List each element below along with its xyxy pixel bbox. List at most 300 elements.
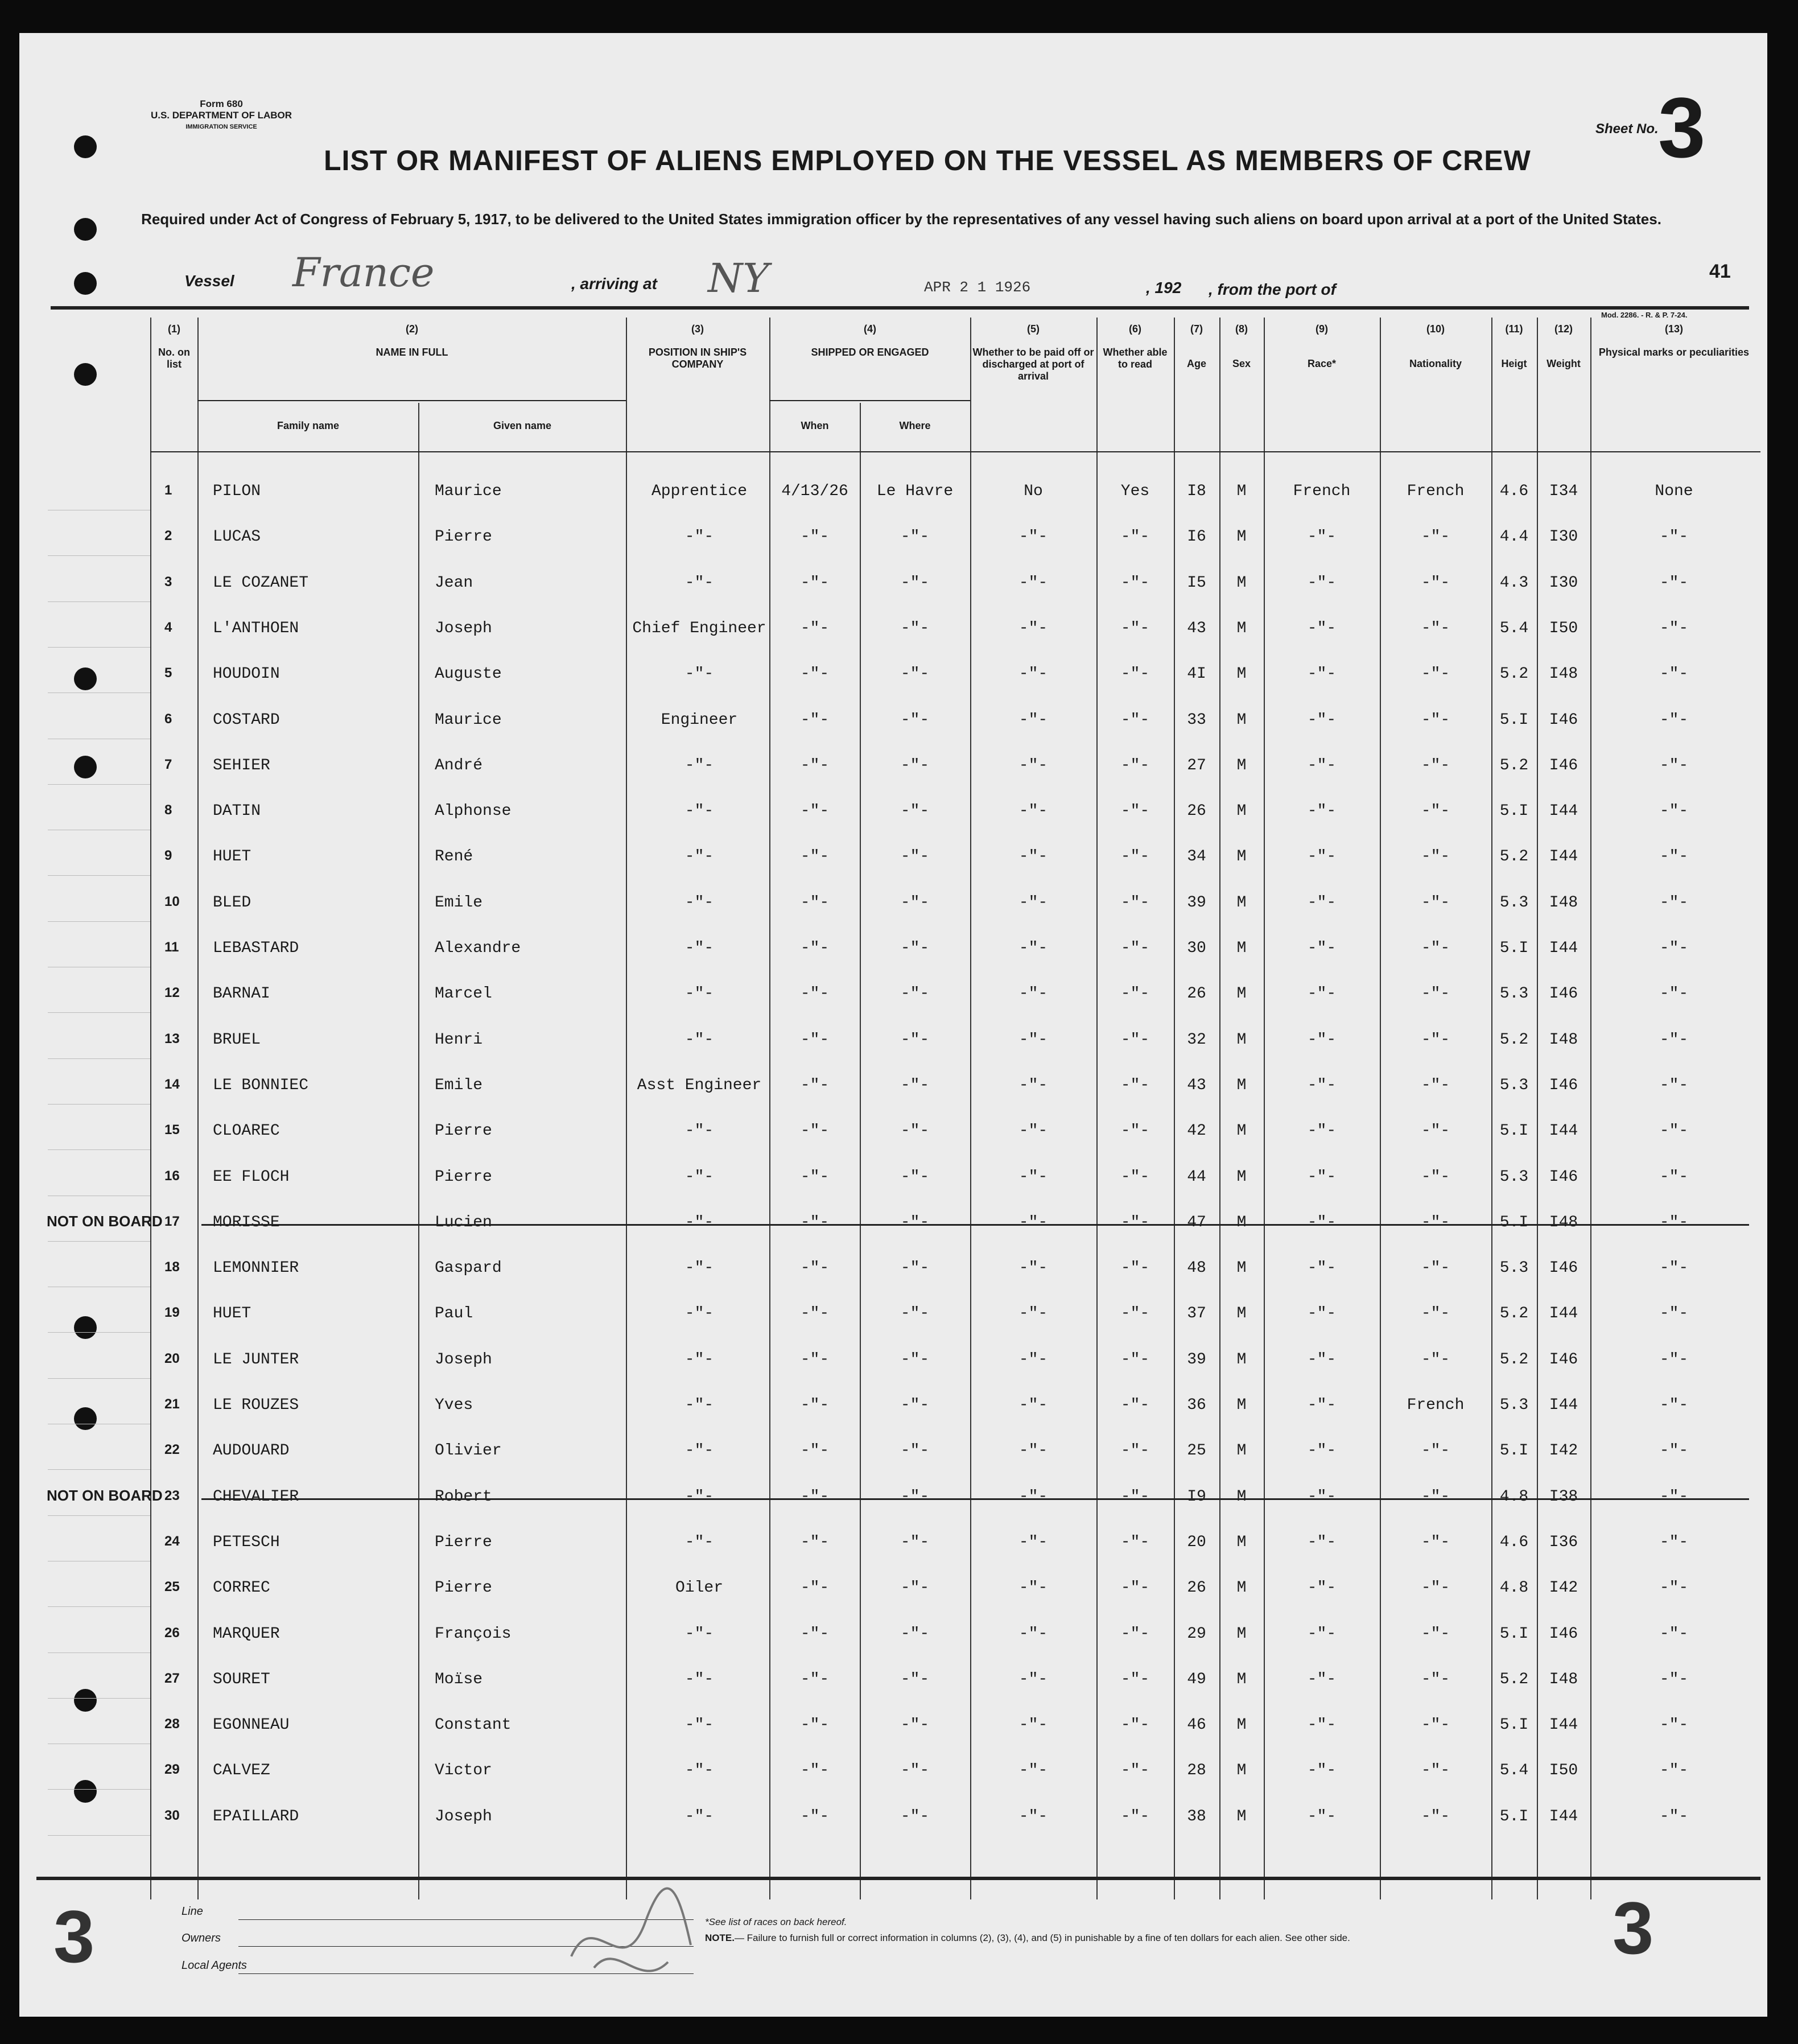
form-number: Form 680 [200,98,243,109]
nationality: -"- [1421,1259,1450,1278]
age: 37 [1187,1305,1206,1323]
physical-marks: -"- [1659,1579,1689,1597]
sex: M [1236,1625,1247,1643]
able-to-read: -"- [1120,1716,1150,1734]
physical-marks: -"- [1659,848,1689,866]
sex: M [1236,1305,1247,1323]
physical-marks: -"- [1659,1670,1689,1688]
sex: M [1236,985,1247,1003]
position: -"- [684,1305,714,1323]
given-name: Victor [435,1762,492,1780]
physical-marks: -"- [1659,1076,1689,1094]
age: 36 [1187,1396,1206,1414]
position: -"- [684,802,714,821]
paid-off: -"- [1018,1259,1048,1278]
sex: M [1236,939,1247,957]
shipped-when: -"- [800,1168,830,1186]
physical-marks: -"- [1659,619,1689,637]
binder-hole [74,135,97,158]
able-to-read: -"- [1120,1579,1150,1597]
physical-marks: -"- [1659,1396,1689,1414]
sex: M [1236,574,1247,592]
able-to-read: -"- [1120,574,1150,592]
paid-off: -"- [1018,939,1048,957]
binder-hole [74,1689,97,1712]
family-name: BLED [213,893,251,912]
physical-marks: -"- [1659,1213,1689,1231]
physical-marks: -"- [1659,893,1689,912]
sex: M [1236,1031,1247,1049]
sex: M [1236,1807,1247,1825]
family-name: HUET [213,848,251,866]
age: 39 [1187,893,1206,912]
shipped-when: -"- [800,1031,830,1049]
family-name: SEHIER [213,756,270,774]
shipped-where: -"- [900,1396,930,1414]
race: -"- [1307,1762,1337,1780]
column-rule [1590,318,1591,1899]
given-name: Paul [435,1305,473,1323]
weight: I46 [1549,985,1578,1003]
sex: M [1236,1716,1247,1734]
row-number: 17 [164,1213,180,1229]
race: -"- [1307,1168,1337,1186]
given-name: Emile [435,893,483,912]
column-rule [1219,318,1220,1899]
nationality: -"- [1421,528,1450,546]
age: 27 [1187,756,1206,774]
row-rule [48,1149,150,1150]
from-port-label: , from the port of [1209,281,1336,298]
position: Oiler [675,1579,723,1597]
able-to-read: -"- [1120,848,1150,866]
height: 5.3 [1499,1076,1529,1094]
col5-header: (5) Whether to be paid off or discharged at port of arrival [972,323,1094,382]
shipped-where: -"- [900,1533,930,1551]
height: 5.I [1499,1122,1529,1140]
paid-off: -"- [1018,1670,1048,1688]
nationality: -"- [1421,1122,1450,1140]
weight: I50 [1549,1762,1578,1780]
given-name: Olivier [435,1442,502,1460]
col2-header: (2) NAME IN FULL [376,323,448,358]
paid-off: -"- [1018,1122,1048,1140]
family-name: DATIN [213,802,261,821]
age: 26 [1187,1579,1206,1597]
physical-marks: -"- [1659,574,1689,592]
height: 4.8 [1499,1487,1529,1506]
given-name: Pierre [435,1533,492,1551]
row-rule [48,1789,150,1790]
page-subtitle: Required under Act of Congress of February 5, 1917, to be delivered to the United States immigration officer by the representatives of any vessel having such aliens on board upon arrival at a port of the United States. [141,211,1661,228]
weight: I48 [1549,1213,1578,1231]
sex: M [1236,711,1247,729]
shipped-where: -"- [900,802,930,821]
height: 5.3 [1499,985,1529,1003]
paid-off: -"- [1018,574,1048,592]
shipped-where: -"- [900,1487,930,1506]
family-name: CHEVALIER [213,1487,299,1506]
given-name: Joseph [435,1350,492,1369]
sex: M [1236,619,1247,637]
shipped-when: -"- [800,802,830,821]
paid-off: -"- [1018,985,1048,1003]
paid-off: -"- [1018,1213,1048,1231]
paid-off: -"- [1018,893,1048,912]
row-number: 6 [164,711,172,727]
height: 5.I [1499,1807,1529,1825]
weight: I46 [1549,1168,1578,1186]
row-rule [48,1515,150,1516]
paid-off: -"- [1018,1533,1048,1551]
able-to-read: -"- [1120,939,1150,957]
nationality: -"- [1421,848,1450,866]
shipped-where: -"- [900,756,930,774]
row-number: 13 [164,1031,180,1046]
age: I5 [1187,574,1206,592]
physical-marks: -"- [1659,1442,1689,1460]
shipped-when: -"- [800,528,830,546]
height: 5.I [1499,711,1529,729]
family-name: LUCAS [213,528,261,546]
shipped-when: -"- [800,893,830,912]
race: -"- [1307,893,1337,912]
age: 46 [1187,1716,1206,1734]
race: -"- [1307,1716,1337,1734]
position: -"- [684,1350,714,1369]
shipped-where: -"- [900,574,930,592]
shipped-when: -"- [800,985,830,1003]
height: 5.4 [1499,619,1529,637]
weight: I44 [1549,1122,1578,1140]
given-name: Henri [435,1031,483,1049]
shipped-when: -"- [800,1625,830,1643]
col12-header: (12) Weight [1547,323,1581,369]
given-name: René [435,848,473,866]
able-to-read: -"- [1120,1031,1150,1049]
row-rule [48,1241,150,1242]
age: 34 [1187,848,1206,866]
race: -"- [1307,1670,1337,1688]
position: -"- [684,665,714,683]
sex: M [1236,1579,1247,1597]
paid-off: -"- [1018,1716,1048,1734]
position: -"- [684,939,714,957]
position: -"- [684,1122,714,1140]
weight: I46 [1549,1350,1578,1369]
weight: I44 [1549,848,1578,866]
binder-hole [74,1316,97,1339]
shipped-when: -"- [800,665,830,683]
mod-note: Mod. 2286. - R. & P. 7-24. [1601,311,1688,319]
nationality: -"- [1421,1579,1450,1597]
shipped-when: -"- [800,1487,830,1506]
arriving-label: , arriving at [571,275,657,292]
paid-off: -"- [1018,1168,1048,1186]
nationality: -"- [1421,1670,1450,1688]
able-to-read: -"- [1120,985,1150,1003]
paid-off: -"- [1018,528,1048,546]
nationality: -"- [1421,1350,1450,1369]
shipped-where: -"- [900,893,930,912]
sex: M [1236,1076,1247,1094]
row-number: 2 [164,528,172,544]
given-name: Gaspard [435,1259,502,1278]
race: -"- [1307,1442,1337,1460]
able-to-read: -"- [1120,1168,1150,1186]
weight: I48 [1549,1031,1578,1049]
row-number: 19 [164,1305,180,1321]
footer-agents-label: Local Agents [182,1959,247,1972]
race: -"- [1307,1259,1337,1278]
age: 48 [1187,1259,1206,1278]
paid-off: -"- [1018,619,1048,637]
footer-owners-label: Owners [182,1932,221,1944]
height: 5.2 [1499,665,1529,683]
shipped-when: -"- [800,574,830,592]
race: -"- [1307,756,1337,774]
date-stamp: APR 2 1 1926 [924,279,1031,296]
paid-off: -"- [1018,802,1048,821]
col11-header: (11) Heigt [1501,323,1527,369]
row-rule [48,1332,150,1333]
nationality: -"- [1421,619,1450,637]
paid-off: -"- [1018,1396,1048,1414]
race: -"- [1307,619,1337,637]
shipped-where: -"- [900,1670,930,1688]
row-number: 28 [164,1716,180,1732]
year-label: , 192 [1146,279,1182,296]
nationality: -"- [1421,1213,1450,1231]
age: 33 [1187,711,1206,729]
able-to-read: -"- [1120,1350,1150,1369]
row-rule [48,1378,150,1379]
family-name: CALVEZ [213,1762,270,1780]
shipped-where: -"- [900,1213,930,1231]
sex: M [1236,1487,1247,1506]
vessel-name: France [292,249,435,296]
shipped-where: -"- [900,665,930,683]
shipped-when: -"- [800,1259,830,1278]
race: -"- [1307,1487,1337,1506]
row-number: 4 [164,619,172,635]
weight: I50 [1549,619,1578,637]
shipped-where: -"- [900,1579,930,1597]
binder-hole [74,1407,97,1430]
row-rule [48,555,150,556]
column-rule [970,318,971,1899]
header-bottom-rule [150,451,1760,452]
row-number: 30 [164,1807,180,1823]
arriving-port: NY [708,255,769,302]
race: -"- [1307,985,1337,1003]
physical-marks: -"- [1659,939,1689,957]
shipped-when: -"- [800,1213,830,1231]
race: -"- [1307,1076,1337,1094]
row-rule [48,601,150,602]
position: -"- [684,893,714,912]
paid-off: -"- [1018,756,1048,774]
position: -"- [684,848,714,866]
given-name: Maurice [435,483,502,500]
col10-header: (10) Nationality [1409,323,1462,369]
family-name: LE ROUZES [213,1396,299,1414]
sex: M [1236,756,1247,774]
age: 32 [1187,1031,1206,1049]
family-name: LEBASTARD [213,939,299,957]
row-number: 9 [164,848,172,864]
weight: I48 [1549,1670,1578,1688]
height: 5.2 [1499,756,1529,774]
shipped-when: -"- [800,848,830,866]
sheet-number-right: 3 [1613,1886,1654,1969]
height: 5.3 [1499,893,1529,912]
position: -"- [684,1625,714,1643]
row-rule [48,1606,150,1607]
physical-marks: -"- [1659,985,1689,1003]
height: 5.I [1499,1442,1529,1460]
shipped-when: -"- [800,1396,830,1414]
age: 38 [1187,1807,1206,1825]
age: 39 [1187,1350,1206,1369]
shipped-when: -"- [800,1350,830,1369]
position: Asst Engineer [637,1076,762,1094]
shipped-where: -"- [900,1762,930,1780]
able-to-read: -"- [1120,528,1150,546]
weight: I36 [1549,1533,1578,1551]
race: -"- [1307,802,1337,821]
nationality: -"- [1421,985,1450,1003]
binder-hole [74,218,97,241]
age: 44 [1187,1168,1206,1186]
able-to-read: -"- [1120,665,1150,683]
footer-note: NOTE.— Failure to furnish full or correct information in columns (2), (3), (4), and (5) in punishable by a fine of ten dollars for each alien. See other side. [705,1932,1350,1943]
height: 5.I [1499,802,1529,821]
race: -"- [1307,1625,1337,1643]
family-name: HUET [213,1305,251,1323]
position: -"- [684,1031,714,1049]
shipped-where: -"- [900,1076,930,1094]
family-name: LE COZANET [213,574,309,592]
position: -"- [684,1716,714,1734]
height: 5.I [1499,1213,1529,1231]
able-to-read: -"- [1120,1305,1150,1323]
family-name: HOUDOIN [213,665,280,683]
height: 5.I [1499,939,1529,957]
sex: M [1236,1122,1247,1140]
physical-marks: -"- [1659,1122,1689,1140]
height: 5.2 [1499,1670,1529,1688]
given-name: Pierre [435,1579,492,1597]
family-name: MARQUER [213,1625,280,1643]
able-to-read: -"- [1120,1487,1150,1506]
race: -"- [1307,1533,1337,1551]
physical-marks: -"- [1659,1716,1689,1734]
races-note: *See list of races on back hereof. [705,1917,847,1927]
sex: M [1236,1533,1247,1551]
given-name: Pierre [435,528,492,546]
header-subrule [197,400,626,401]
shipped-when: -"- [800,1762,830,1780]
height: 5.3 [1499,1259,1529,1278]
family-name: SOURET [213,1670,270,1688]
race: -"- [1307,1031,1337,1049]
position: -"- [684,756,714,774]
weight: I46 [1549,711,1578,729]
able-to-read: -"- [1120,1122,1150,1140]
age: 28 [1187,1762,1206,1780]
paid-off: -"- [1018,1442,1048,1460]
given-name: François [435,1625,512,1643]
column-rule [418,403,419,1899]
age: 4I [1187,665,1206,683]
row-rule [48,1698,150,1699]
not-on-board-note: NOT ON BOARD [47,1486,163,1504]
paid-off: -"- [1018,1579,1048,1597]
weight: I48 [1549,893,1578,912]
paid-off: No [1024,483,1043,500]
position: Apprentice [651,483,748,500]
able-to-read: -"- [1120,1533,1150,1551]
nationality: -"- [1421,1625,1450,1643]
shipped-when: -"- [800,1670,830,1688]
given-name: Jean [435,574,473,592]
shipped-where: -"- [900,1442,930,1460]
shipped-when: -"- [800,1579,830,1597]
col1-header: (1) No. on list [158,323,190,370]
position: -"- [684,1168,714,1186]
shipped-where: -"- [900,985,930,1003]
row-number: 10 [164,893,180,909]
height: 5.2 [1499,1305,1529,1323]
row-number: 26 [164,1625,180,1641]
race: -"- [1307,528,1337,546]
binder-hole [74,1780,97,1803]
column-rule [1096,318,1098,1899]
able-to-read: -"- [1120,1670,1150,1688]
height: 4.6 [1499,1533,1529,1551]
weight: I46 [1549,1076,1578,1094]
nationality: -"- [1421,893,1450,912]
physical-marks: -"- [1659,1762,1689,1780]
height: 5.2 [1499,848,1529,866]
able-to-read: -"- [1120,1625,1150,1643]
position: -"- [684,1807,714,1825]
able-to-read: -"- [1120,711,1150,729]
row-rule [48,1835,150,1836]
page-title: LIST OR MANIFEST OF ALIENS EMPLOYED ON THE VESSEL AS MEMBERS OF CREW [324,145,1531,176]
age: I6 [1187,528,1206,546]
family-name: EE FLOCH [213,1168,290,1186]
row-number: 22 [164,1442,180,1458]
table-bottom-rule [36,1877,1760,1880]
column-rule [626,318,627,1899]
nationality: -"- [1421,1168,1450,1186]
form-header [127,98,315,133]
sex: M [1236,1396,1247,1414]
not-on-board-note: NOT ON BOARD [47,1212,163,1230]
shipped-where: -"- [900,1350,930,1369]
age: 43 [1187,1076,1206,1094]
nationality: -"- [1421,1807,1450,1825]
shipped-when: -"- [800,1716,830,1734]
col2-given-header: Given name [493,420,552,431]
race: -"- [1307,1305,1337,1323]
shipped-where: -"- [900,1031,930,1049]
race: -"- [1307,1213,1337,1231]
position: -"- [684,1670,714,1688]
age: 42 [1187,1122,1206,1140]
